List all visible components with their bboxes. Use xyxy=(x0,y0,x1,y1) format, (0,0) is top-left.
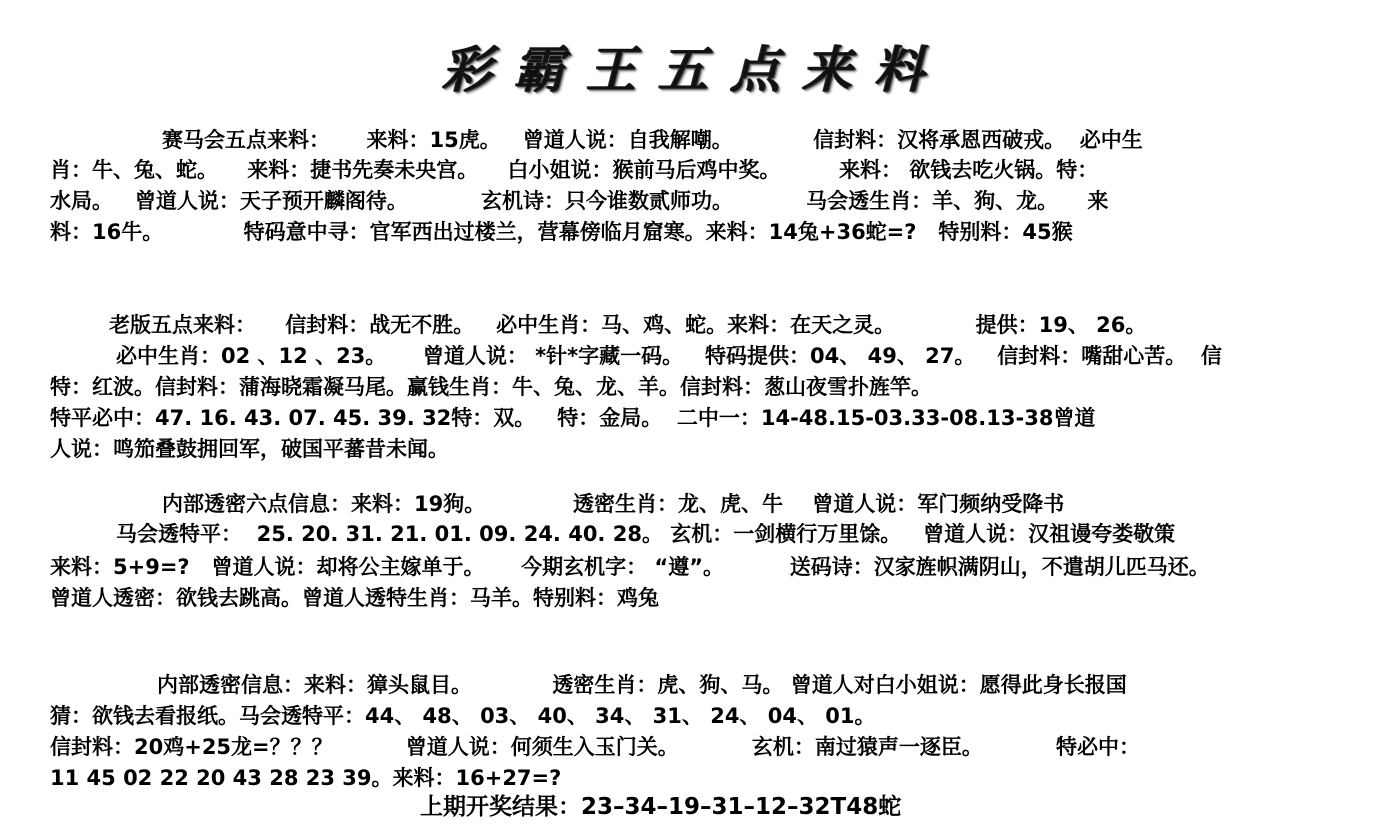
section2-line-5: 人说：鸣笳叠鼓拥回军，破国平蕃昔未闻。 xyxy=(50,437,449,461)
section4-line-2: 猜：欲钱去看报纸。马会透特平：44、 48、 03、 40、 34、 31、 24、 04、 01。 xyxy=(50,704,876,728)
section3-line-4: 曾道人透密：欲钱去跳高。曾道人透特生肖：马羊。特别料：鸡兔 xyxy=(50,586,659,610)
section1-line-4: 料：16牛。 特码意中寻：官军西出过楼兰，营幕傍临月窟寒。来料：14兔+36蛇=? 特别料：45猴 xyxy=(50,220,1073,244)
section1-line-3: 水局。 曾道人说：天子预开麟阁待。 玄机诗：只今谁数贰师功。 马会透生肖：羊、狗、龙。 来 xyxy=(50,189,1109,213)
section2-line-1: 老版五点来料： 信封料：战无不胜。 必中生肖：马、鸡、蛇。来料：在天之灵。 提供：19、 26。 xyxy=(109,313,1147,337)
section3-line-3: 来料：5+9=? 曾道人说：却将公主嫁单于。 今期玄机字： “遵”。 送码诗：汉家旌帜满阴山，不遣胡儿匹马还。 xyxy=(50,555,1210,579)
section3-line-2: 马会透特平： 25. 20. 31. 21. 01. 09. 24. 40. 28。 玄机：一剑横行万里馀。 曾道人说：汉祖谩夸娄敬策 xyxy=(116,522,1176,546)
section4-line-3: 信封料：20鸡+25龙=？？？ 曾道人说：何须生入玉门关。 玄机：南过猿声一逐臣。 特必中： xyxy=(50,735,1140,759)
last-result xyxy=(420,792,901,822)
last-result-label: 上期开奖结果： xyxy=(420,794,581,820)
section2-line-2: 必中生肖：02 、12 、23。 曾道人说： *针*字藏一码。 特码提供：04、 49、 27。 信封料：嘴甜心苦。 信 xyxy=(116,344,1222,368)
section2-line-3: 特：红波。信封料：蒲海晓霜凝马尾。赢钱生肖：牛、兔、龙、羊。信封料：葱山夜雪扑旌竿。 xyxy=(50,375,932,399)
section1-line-1: 赛马会五点来料： 来料：15虎。 曾道人说：自我解嘲。 信封料：汉将承恩西破戎。 必中生 xyxy=(162,128,1143,152)
last-result-value: 23–34–19–31–12–32T48蛇 xyxy=(581,794,902,820)
section4-line-1: 内部透密信息：来料：獐头鼠目。 透密生肖：虎、狗、马。 曾道人对白小姐说：愿得此身长报国 xyxy=(157,673,1127,697)
section1-line-2: 肖：牛、兔、蛇。 来料：捷书先奏未央宫。 白小姐说：猴前马后鸡中奖。 来料： 欲钱去吃火锅。特： xyxy=(50,158,1099,182)
page-title: 彩霸王五点来料 xyxy=(442,40,946,99)
section4-line-4: 11 45 02 22 20 43 28 23 39。来料：16+27=? xyxy=(50,766,562,790)
section3-line-1: 内部透密六点信息：来料：19狗。 透密生肖：龙、虎、牛 曾道人说：军门频纳受降书 xyxy=(162,492,1065,516)
section2-line-4: 特平必中：47. 16. 43. 07. 45. 39. 32特：双。 特：金局。 二中一：14-48.15-03.33-08.13-38曾道 xyxy=(50,406,1096,430)
